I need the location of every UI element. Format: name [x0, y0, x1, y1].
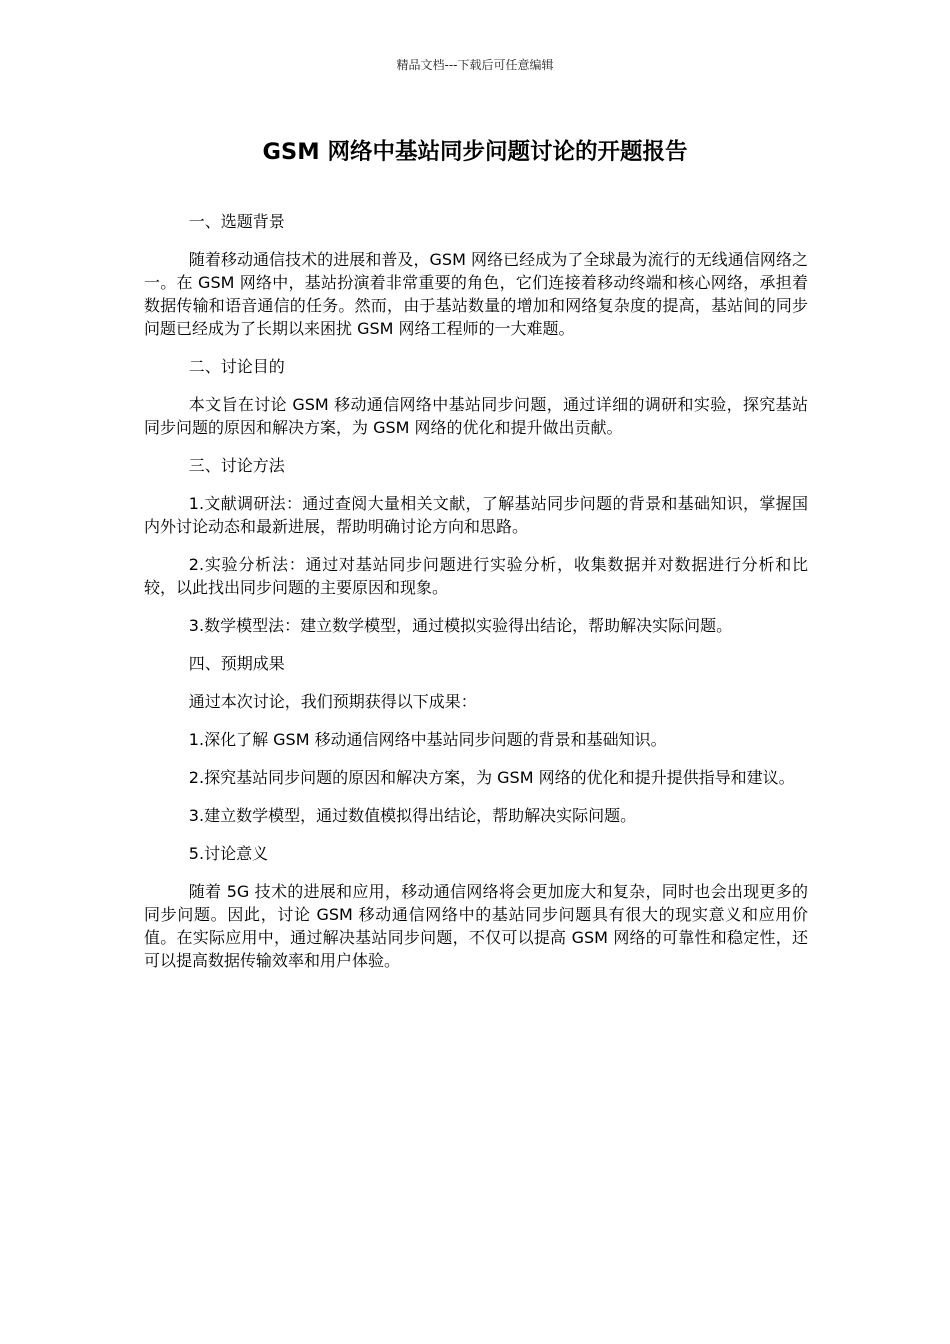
- paragraph-background: 随着移动通信技术的进展和普及，GSM 网络已经成为了全球最为流行的无线通信网络之一。在 GSM 网络中，基站扮演着非常重要的角色，它们连接着移动终端和核心网络，承担着数据传输和语音通信的任务。然而，由于基站数量的增加和网络复杂度的提高，基站间的同步问题已经成为了长期以来困扰 GSM 网络工程师的一大难题。: [144, 250, 808, 338]
- document-body: [144, 210, 808, 987]
- list-item-method-experiment: 2.实验分析法：通过对基站同步问题进行实验分析，收集数据并对数据进行分析和比较，以此找出同步问题的主要原因和现象。: [144, 555, 808, 597]
- paragraph-expected-intro: 通过本次讨论，我们预期获得以下成果：: [188, 692, 477, 711]
- page-header-watermark: 精品文档---下载后可任意编辑: [396, 58, 554, 72]
- list-item-method-model: 3.数学模型法：建立数学模型，通过模拟实验得出结论，帮助解决实际问题。: [188, 616, 733, 635]
- section-heading-significance: 5.讨论意义: [188, 844, 269, 863]
- list-item-result-2: 2.探究基站同步问题的原因和解决方案，为 GSM 网络的优化和提升提供指导和建议。: [188, 768, 795, 787]
- section-heading-purpose: 二、讨论目的: [188, 357, 285, 376]
- list-item-result-1: 1.深化了解 GSM 移动通信网络中基站同步问题的背景和基础知识。: [188, 730, 667, 749]
- section-heading-expected-results: 四、预期成果: [188, 654, 285, 673]
- section-heading-methods: 三、讨论方法: [188, 456, 285, 475]
- paragraph-purpose: 本文旨在讨论 GSM 移动通信网络中基站同步问题，通过详细的调研和实验，探究基站同步问题的原因和解决方案，为 GSM 网络的优化和提升做出贡献。: [144, 395, 808, 437]
- document-title: GSM 网络中基站同步问题讨论的开题报告: [262, 139, 688, 165]
- paragraph-significance: 随着 5G 技术的进展和应用，移动通信网络将会更加庞大和复杂，同时也会出现更多的同步问题。因此，讨论 GSM 移动通信网络中的基站同步问题具有很大的现实意义和应用价值。在实际应用中，通过解决基站同步问题，不仅可以提高 GSM 网络的可靠性和稳定性，还可以提高数据传输效率和用户体验。: [144, 882, 808, 970]
- list-item-method-literature: 1.文献调研法：通过查阅大量相关文献，了解基站同步问题的背景和基础知识，掌握国内外讨论动态和最新进展，帮助明确讨论方向和思路。: [144, 494, 808, 536]
- list-item-result-3: 3.建立数学模型，通过数值模拟得出结论，帮助解决实际问题。: [188, 806, 637, 825]
- section-heading-background: 一、选题背景: [188, 212, 285, 231]
